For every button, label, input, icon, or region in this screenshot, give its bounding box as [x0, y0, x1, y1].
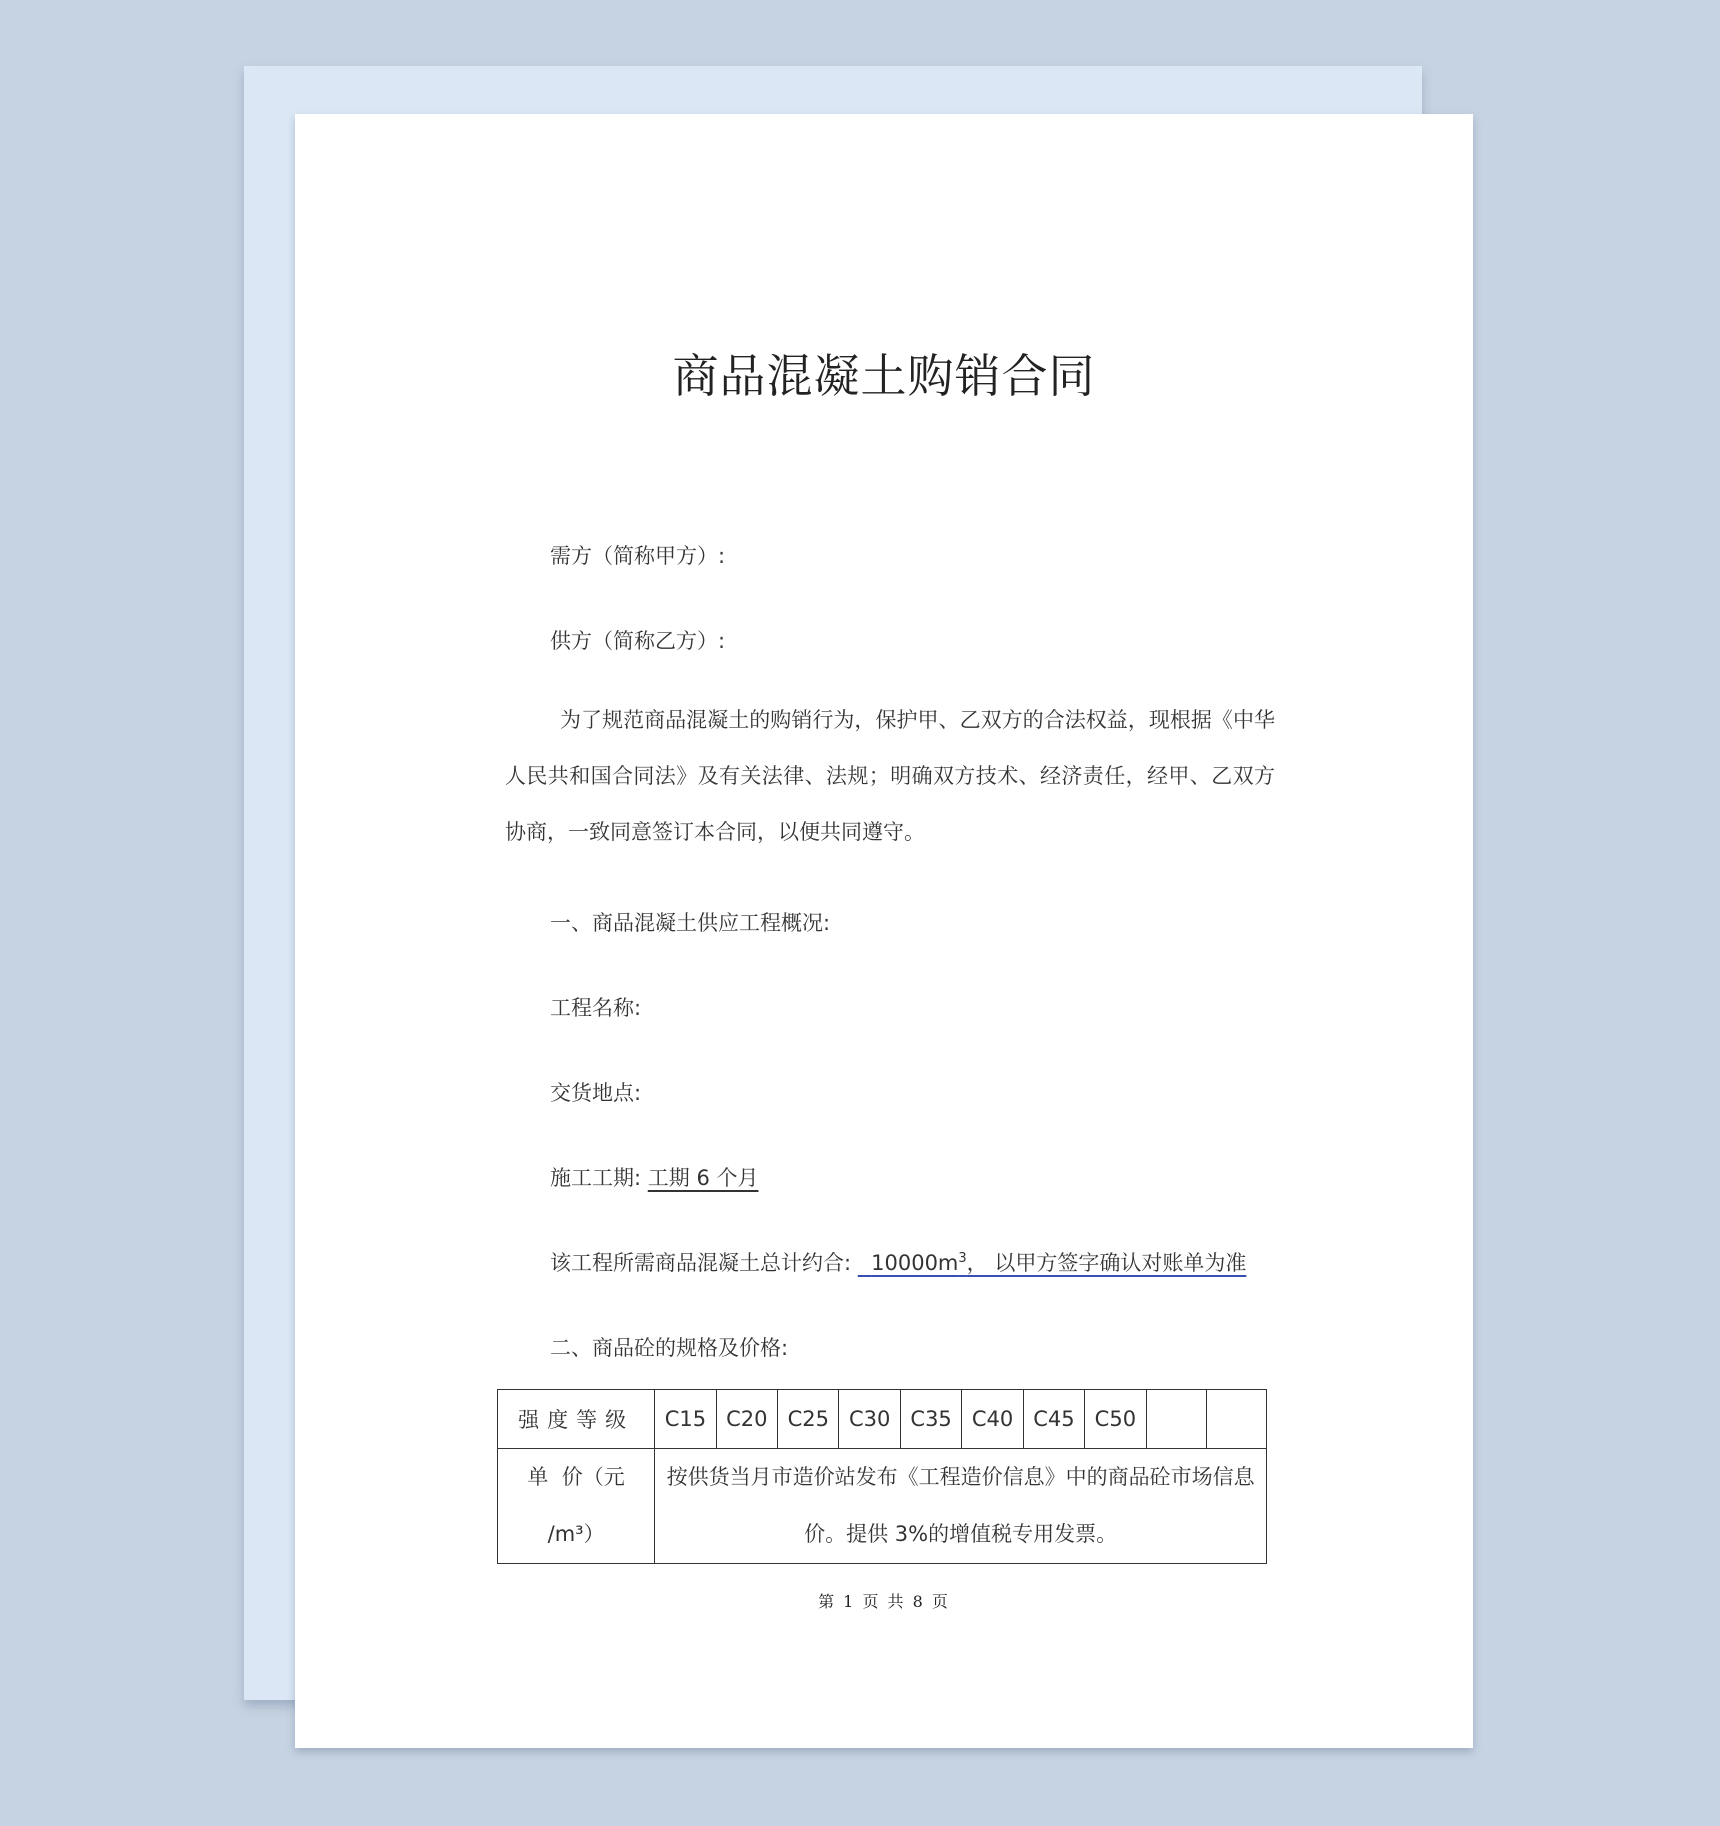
price-description: 按供货当月市造价站发布《工程造价信息》中的商品砼市场信息价。提供 3%的增值税专用发票。 [655, 1449, 1267, 1564]
grade-cell: C25 [778, 1390, 839, 1449]
section2-heading: 二、商品砼的规格及价格: [550, 1336, 789, 1360]
total-volume-note: ， 以甲方签字确认对账单为准 [966, 1251, 1247, 1275]
grade-cell [1206, 1390, 1266, 1449]
grade-cell: C15 [655, 1390, 716, 1449]
grade-cell: C20 [716, 1390, 777, 1449]
total-volume-row [550, 1247, 1246, 1277]
document-title: 商品混凝土购销合同 [672, 349, 1096, 403]
page-footer: 第 1 页 共 8 页 [818, 1592, 950, 1611]
construction-period-value: 工期 6 个月 [647, 1166, 759, 1190]
grade-row [498, 1390, 1267, 1449]
grade-cell: C45 [1023, 1390, 1084, 1449]
grade-cell: C40 [962, 1390, 1023, 1449]
delivery-location-label: 交货地点: [550, 1081, 642, 1105]
construction-period-row [550, 1162, 758, 1192]
price-header [498, 1449, 655, 1564]
total-volume-value [858, 1251, 1247, 1275]
price-header-line2: /m³） [547, 1522, 605, 1546]
grade-cell: C50 [1085, 1390, 1146, 1449]
total-volume-label: 该工程所需商品混凝土总计约合: [550, 1251, 852, 1275]
total-volume-sup: 3 [958, 1251, 967, 1266]
project-name-label: 工程名称: [550, 996, 642, 1020]
buyer-label: 需方（简称甲方）: [550, 544, 726, 568]
section1-heading: 一、商品混凝土供应工程概况: [550, 911, 831, 935]
price-row [498, 1449, 1267, 1564]
seller-label: 供方（简称乙方）: [550, 629, 726, 653]
intro-paragraph: 为了规范商品混凝土的购销行为，保护甲、乙双方的合法权益，现根据《中华人民共和国合同法》及有关法律、法规；明确双方技术、经济责任，经甲、乙双方协商，一致同意签订本合同，以便共同遵守。 [505, 708, 1275, 844]
grade-cell: C30 [839, 1390, 900, 1449]
total-volume-number: 10000m [871, 1251, 959, 1275]
construction-period-label: 施工工期: [550, 1166, 642, 1190]
spec-price-table [497, 1389, 1267, 1564]
price-header-line1: 单 价（元 [527, 1465, 625, 1489]
grade-cell: C35 [900, 1390, 961, 1449]
document-page [295, 114, 1473, 1748]
grade-header: 强度等级 [498, 1390, 655, 1449]
grade-cell [1146, 1390, 1206, 1449]
